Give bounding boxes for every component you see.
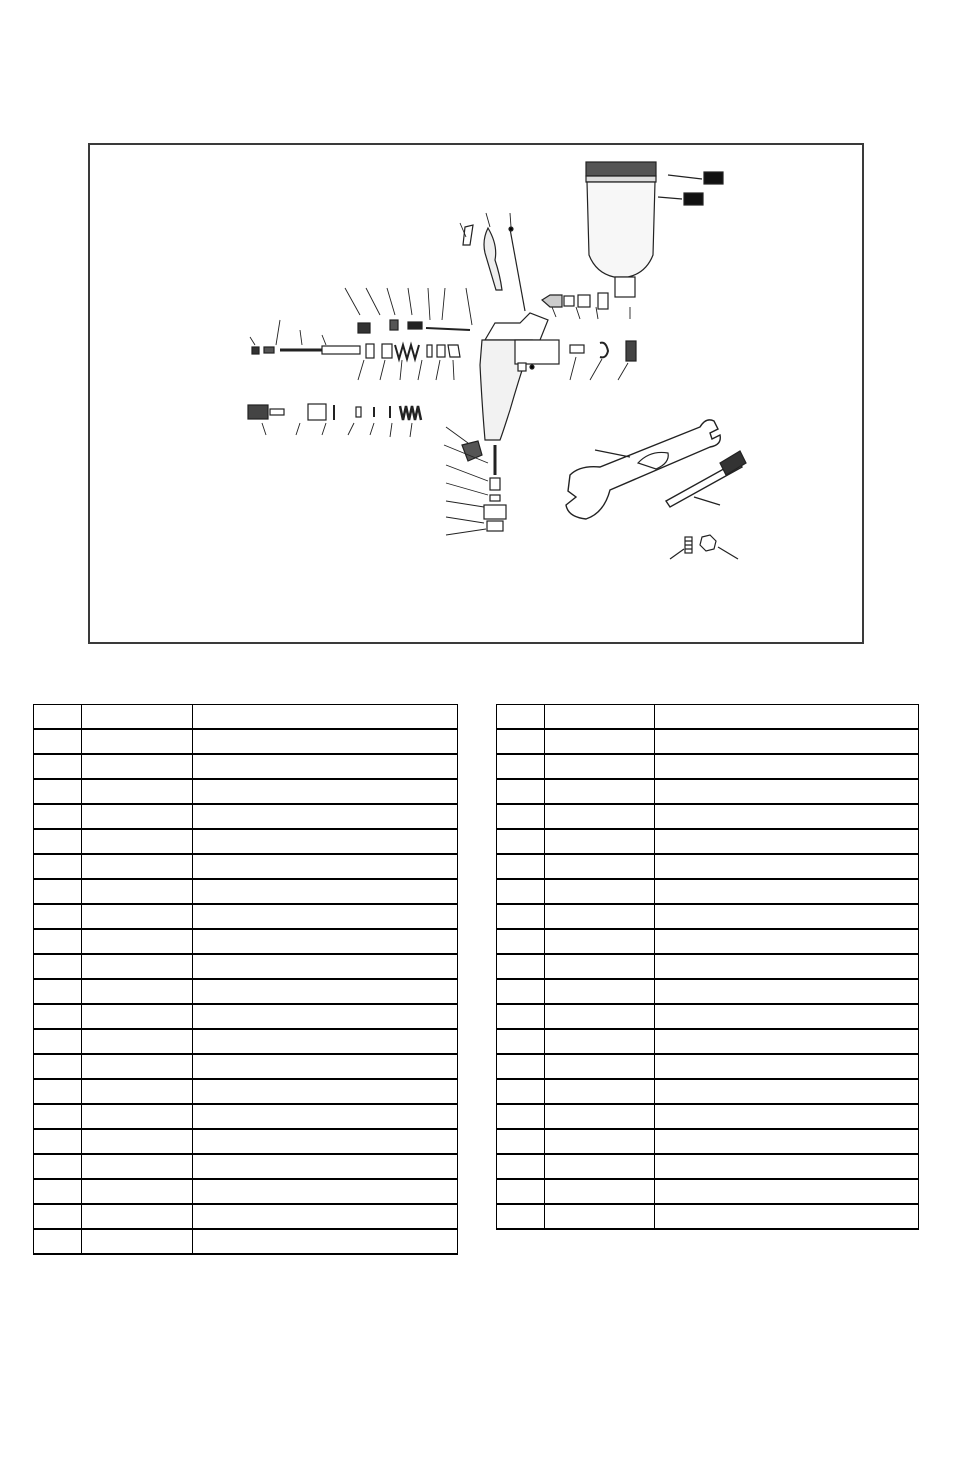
table-cell — [34, 1154, 82, 1179]
table-row — [497, 729, 919, 754]
table-cell — [82, 754, 193, 779]
table-cell — [34, 1029, 82, 1054]
table-cell — [82, 1054, 193, 1079]
table-cell — [497, 1129, 545, 1154]
table-cell — [545, 1029, 655, 1054]
table-cell — [34, 1054, 82, 1079]
table-cell — [82, 1029, 193, 1054]
table-cell — [655, 1204, 919, 1229]
table-cell — [545, 979, 655, 1004]
table-cell — [34, 904, 82, 929]
table-cell — [34, 705, 82, 730]
table-row — [34, 1029, 458, 1054]
table-cell — [655, 979, 919, 1004]
table-row — [497, 705, 919, 730]
table-cell — [34, 779, 82, 804]
table-cell — [82, 954, 193, 979]
table-cell — [34, 879, 82, 904]
table-cell — [655, 904, 919, 929]
table-row — [497, 1104, 919, 1129]
wrench-icon — [566, 420, 720, 519]
table-cell — [82, 1204, 193, 1229]
table-cell — [497, 729, 545, 754]
table-cell — [82, 879, 193, 904]
table-cell — [545, 754, 655, 779]
table-cell — [193, 804, 458, 829]
table-cell — [497, 1179, 545, 1204]
table-cell — [193, 1004, 458, 1029]
table-cell — [193, 1079, 458, 1104]
table-cell — [193, 1229, 458, 1254]
table-cell — [497, 1029, 545, 1054]
table-cell — [193, 1029, 458, 1054]
table-cell — [34, 1079, 82, 1104]
table-row — [34, 1004, 458, 1029]
table-row — [34, 1179, 458, 1204]
table-cell — [34, 1229, 82, 1254]
table-cell — [655, 705, 919, 730]
table-cell — [497, 904, 545, 929]
table-cell — [34, 1104, 82, 1129]
table-cell — [82, 1104, 193, 1129]
table-cell — [82, 1129, 193, 1154]
table-cell — [655, 829, 919, 854]
table-cell — [34, 929, 82, 954]
table-cell — [34, 1179, 82, 1204]
table-cell — [193, 1054, 458, 1079]
table-row — [497, 1204, 919, 1229]
table-row — [34, 1229, 458, 1254]
table-cell — [545, 729, 655, 754]
table-cell — [34, 754, 82, 779]
table-cell — [545, 879, 655, 904]
table-cell — [34, 829, 82, 854]
table-cell — [193, 754, 458, 779]
table-cell — [497, 779, 545, 804]
table-row — [497, 754, 919, 779]
table-cell — [545, 854, 655, 879]
table-row — [497, 979, 919, 1004]
air-inlet-assembly-icon — [462, 441, 506, 531]
table-cell — [82, 1079, 193, 1104]
table-cell — [545, 929, 655, 954]
table-cell — [545, 705, 655, 730]
table-cell — [34, 979, 82, 1004]
table-cell — [82, 929, 193, 954]
table-cell — [82, 904, 193, 929]
table-row — [497, 1029, 919, 1054]
table-row — [34, 754, 458, 779]
table-cell — [193, 729, 458, 754]
table-cell — [655, 729, 919, 754]
table-row — [497, 1004, 919, 1029]
table-cell — [655, 1029, 919, 1054]
table-row — [34, 979, 458, 1004]
table-cell — [497, 929, 545, 954]
table-row — [34, 854, 458, 879]
table-cell — [497, 854, 545, 879]
table-cell — [655, 754, 919, 779]
table-cell — [545, 1054, 655, 1079]
table-row — [34, 904, 458, 929]
table-cell — [193, 1179, 458, 1204]
cup-lid-label-icon — [704, 172, 723, 184]
table-row — [34, 829, 458, 854]
table-cell — [497, 954, 545, 979]
table-cell — [655, 954, 919, 979]
table-cell — [193, 1154, 458, 1179]
table-cell — [497, 754, 545, 779]
table-row — [497, 1179, 919, 1204]
table-cell — [193, 904, 458, 929]
table-cell — [34, 954, 82, 979]
table-cell — [545, 1004, 655, 1029]
table-cell — [655, 1179, 919, 1204]
cup-label-icon — [684, 193, 703, 205]
table-cell — [497, 1004, 545, 1029]
table-cell — [545, 1129, 655, 1154]
table-cell — [34, 729, 82, 754]
table-row — [34, 879, 458, 904]
table-cell — [34, 1204, 82, 1229]
table-row — [497, 829, 919, 854]
table-row — [34, 1154, 458, 1179]
table-cell — [545, 904, 655, 929]
table-cell — [34, 1129, 82, 1154]
table-row — [34, 954, 458, 979]
table-cell — [497, 829, 545, 854]
table-row — [34, 929, 458, 954]
table-cell — [34, 1004, 82, 1029]
table-cell — [655, 804, 919, 829]
table-row — [34, 1204, 458, 1229]
table-row — [497, 854, 919, 879]
table-row — [34, 804, 458, 829]
table-cell — [497, 879, 545, 904]
table-cell — [193, 829, 458, 854]
table-row — [34, 729, 458, 754]
spray-gun-body-icon — [480, 313, 559, 440]
table-row — [497, 1079, 919, 1104]
paint-cup-icon — [586, 162, 723, 297]
table-cell — [82, 1004, 193, 1029]
table-cell — [82, 705, 193, 730]
table-row — [34, 705, 458, 730]
table-cell — [545, 954, 655, 979]
air-valve-assembly-icon — [248, 404, 421, 420]
table-cell — [655, 779, 919, 804]
table-cell — [545, 1104, 655, 1129]
table-cell — [545, 779, 655, 804]
table-cell — [497, 1104, 545, 1129]
table-cell — [655, 1154, 919, 1179]
needle-assembly-icon — [252, 320, 470, 359]
table-cell — [545, 804, 655, 829]
spray-gun-exploded-view — [90, 145, 862, 642]
table-row — [34, 1079, 458, 1104]
table-cell — [497, 1079, 545, 1104]
table-cell — [34, 854, 82, 879]
table-row — [34, 1129, 458, 1154]
table-row — [497, 929, 919, 954]
parts-list-table-left — [33, 704, 458, 1255]
table-cell — [497, 1204, 545, 1229]
table-row — [497, 954, 919, 979]
table-cell — [193, 979, 458, 1004]
table-cell — [193, 879, 458, 904]
table-cell — [193, 1204, 458, 1229]
table-cell — [655, 854, 919, 879]
table-cell — [193, 705, 458, 730]
table-cell — [82, 804, 193, 829]
table-cell — [497, 804, 545, 829]
table-cell — [193, 854, 458, 879]
table-cell — [497, 979, 545, 1004]
table-cell — [193, 929, 458, 954]
table-cell — [193, 1104, 458, 1129]
table-cell — [193, 1129, 458, 1154]
exploded-view-diagram — [88, 143, 864, 644]
table-cell — [82, 729, 193, 754]
parts-list-table-right — [496, 704, 919, 1230]
table-cell — [655, 1004, 919, 1029]
table-cell — [193, 954, 458, 979]
table-cell — [193, 779, 458, 804]
table-cell — [655, 1079, 919, 1104]
table-row — [34, 1054, 458, 1079]
table-cell — [545, 1079, 655, 1104]
table-cell — [655, 1054, 919, 1079]
table-row — [497, 1154, 919, 1179]
table-row — [497, 1129, 919, 1154]
table-cell — [82, 1229, 193, 1254]
table-cell — [82, 829, 193, 854]
table-cell — [82, 979, 193, 1004]
table-row — [34, 779, 458, 804]
table-row — [497, 804, 919, 829]
table-cell — [82, 779, 193, 804]
table-cell — [545, 1154, 655, 1179]
table-cell — [655, 1129, 919, 1154]
table-row — [497, 779, 919, 804]
table-cell — [34, 804, 82, 829]
table-cell — [82, 1154, 193, 1179]
table-cell — [545, 1204, 655, 1229]
table-cell — [545, 829, 655, 854]
trigger-icon — [463, 225, 525, 311]
table-row — [497, 879, 919, 904]
table-row — [497, 904, 919, 929]
table-row — [497, 1054, 919, 1079]
table-cell — [82, 1179, 193, 1204]
table-cell — [497, 1154, 545, 1179]
table-row — [34, 1104, 458, 1129]
fitting-icon — [670, 535, 738, 559]
table-cell — [655, 1104, 919, 1129]
table-cell — [82, 854, 193, 879]
table-cell — [545, 1179, 655, 1204]
table-cell — [497, 1054, 545, 1079]
table-cell — [655, 929, 919, 954]
table-cell — [497, 705, 545, 730]
table-cell — [655, 879, 919, 904]
